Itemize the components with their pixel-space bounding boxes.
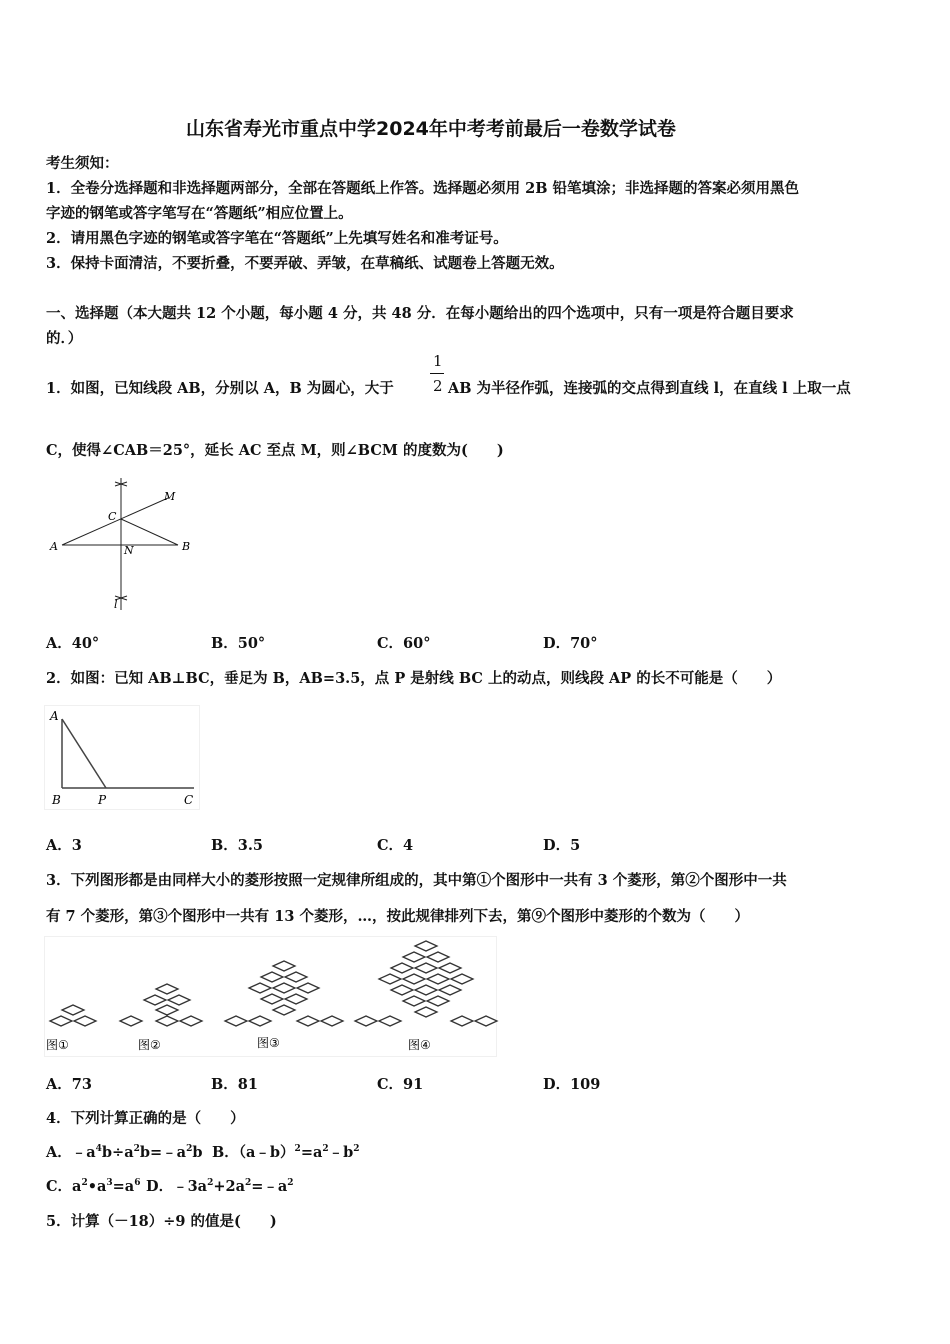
q2-option-a: A．3 bbox=[46, 837, 82, 854]
label-l: l bbox=[114, 598, 118, 611]
q1-option-c: C．60° bbox=[377, 635, 431, 652]
q1-text-part1: 1．如图，已知线段 AB，分别以 A，B 为圆心，大于 bbox=[46, 380, 394, 397]
rhombus bbox=[249, 1016, 271, 1026]
notice-line-1b: 字迹的钢笔或答字笔写在“答题纸”相应位置上。 bbox=[46, 205, 353, 222]
rhombus bbox=[156, 1016, 178, 1026]
rhombus bbox=[379, 1016, 401, 1026]
rhombus bbox=[415, 941, 437, 951]
notice-line-1a: 1．全卷分选择题和非选择题两部分，全部在答题纸上作答。选择题必须用 2B 铅笔填涂；非选择题的答案必须用黑色 bbox=[46, 180, 800, 197]
rhombus bbox=[261, 994, 283, 1004]
section-heading-line-1: 一、选择题（本大题共 12 个小题，每小题 4 分，共 48 分．在每小题给出的四个选项中，只有一项是符合题目要求 bbox=[46, 305, 794, 322]
rhombus bbox=[403, 996, 425, 1006]
rhombus bbox=[156, 1005, 178, 1015]
label-C: C bbox=[108, 510, 117, 523]
caption-fig4: 图④ bbox=[408, 1038, 431, 1052]
q1-fraction-bar bbox=[430, 373, 444, 374]
q3-option-b: B．81 bbox=[211, 1076, 258, 1093]
q5-text: 5．计算（－18）÷9 的值是( ) bbox=[46, 1213, 277, 1230]
rhombus bbox=[403, 974, 425, 984]
q3-figure bbox=[44, 936, 499, 1058]
label-B: B bbox=[52, 793, 61, 807]
rhombus bbox=[415, 963, 437, 973]
rhombus bbox=[144, 995, 166, 1005]
q4-option-b: B．$(a﹣b)^2=a^2﹣b^2$ bbox=[212, 1144, 360, 1161]
section-heading-line-2: 的．） bbox=[46, 330, 83, 347]
caption-fig2: 图② bbox=[138, 1038, 161, 1052]
caption-fig3: 图③ bbox=[257, 1036, 280, 1050]
q1-option-d: D．70° bbox=[543, 635, 598, 652]
rhombus bbox=[120, 1016, 142, 1026]
rhombus bbox=[415, 1007, 437, 1017]
label-A: A bbox=[50, 540, 58, 553]
rhombus bbox=[273, 1005, 295, 1015]
rhombus bbox=[439, 985, 461, 995]
rhombus bbox=[285, 994, 307, 1004]
q4-stem: 4．下列计算正确的是（ ） bbox=[46, 1110, 245, 1127]
rhombus bbox=[297, 1016, 319, 1026]
segment-AP bbox=[62, 719, 106, 788]
rhombus bbox=[261, 972, 283, 982]
rhombus bbox=[285, 972, 307, 982]
page-title: 山东省寿光市重点中学2024年中考考前最后一卷数学试卷 bbox=[186, 118, 676, 140]
q3-text-line2: 有 7 个菱形，第③个图形中一共有 13 个菱形，…，按此规律排列下去，第⑨个图形中菱形的个数为（ ） bbox=[46, 908, 749, 925]
q2-option-c: C．4 bbox=[377, 837, 414, 854]
rhombus bbox=[427, 974, 449, 984]
rhombus bbox=[439, 963, 461, 973]
rhombus bbox=[62, 1005, 84, 1015]
q3-option-c: C．91 bbox=[377, 1076, 424, 1093]
caption-fig1: 图① bbox=[46, 1038, 69, 1052]
q3-text-line1: 3．下列图形都是由同样大小的菱形按照一定规律所组成的，其中第①个图形中一共有 3 个菱形，第②个图形中一共 bbox=[46, 872, 787, 889]
rhombus bbox=[427, 952, 449, 962]
rhombus bbox=[403, 952, 425, 962]
rhombus bbox=[427, 996, 449, 1006]
rhombus bbox=[74, 1016, 96, 1026]
rhombus bbox=[249, 983, 271, 993]
rhombus bbox=[50, 1016, 72, 1026]
notice-line-3: 3．保持卡面清洁，不要折叠，不要弄破、弄皱，在草稿纸、试题卷上答题无效。 bbox=[46, 255, 564, 272]
notice-line-2: 2．请用黑色字迹的钢笔或答字笔在“答题纸”上先填写姓名和准考证号。 bbox=[46, 230, 508, 247]
q1-option-a: A．40° bbox=[46, 635, 100, 652]
q1-figure bbox=[40, 472, 210, 617]
rhombus bbox=[415, 985, 437, 995]
label-M: M bbox=[164, 490, 176, 503]
q1-fraction-denominator: 2 bbox=[433, 377, 443, 395]
q4-option-a: A．$﹣a^4b\div a^2b=﹣a^2b$ bbox=[46, 1144, 203, 1161]
q4-option-d: D．$﹣3a^2+2a^2=﹣a^2$ bbox=[146, 1178, 294, 1195]
label-P: P bbox=[98, 793, 107, 807]
rhombus bbox=[475, 1016, 497, 1026]
rhombus bbox=[391, 985, 413, 995]
segment-CB bbox=[121, 519, 178, 545]
q2-text: 2．如图：已知 AB⊥BC，垂足为 B，AB=3.5，点 P 是射线 BC 上的动点，则线段 AP 的长不可能是（ ） bbox=[46, 670, 782, 687]
q2-figure bbox=[44, 705, 204, 810]
rhombus bbox=[451, 974, 473, 984]
label-A: A bbox=[50, 709, 59, 723]
q2-option-d: D．5 bbox=[543, 837, 581, 854]
rhombus bbox=[273, 961, 295, 971]
figure-frame bbox=[45, 706, 200, 810]
notice-heading: 考生须知： bbox=[46, 155, 119, 172]
rhombus bbox=[321, 1016, 343, 1026]
rhombus bbox=[355, 1016, 377, 1026]
label-N: N bbox=[124, 544, 134, 557]
q2-option-b: B．3.5 bbox=[211, 837, 263, 854]
q1-fraction-numerator: 1 bbox=[433, 352, 443, 370]
q3-option-a: A．73 bbox=[46, 1076, 92, 1093]
rhombus bbox=[180, 1016, 202, 1026]
q1-text-line2: C，使得∠CAB＝25°，延长 AC 至点 M，则∠BCM 的度数为( ) bbox=[46, 442, 504, 459]
label-B: B bbox=[182, 540, 191, 553]
rhombus bbox=[391, 963, 413, 973]
q4-option-c: C．$a^2•a^3=a^6$ bbox=[46, 1178, 141, 1195]
rhombus bbox=[451, 1016, 473, 1026]
q1-text-part2: AB 为半径作弧，连接弧的交点得到直线 l，在直线 l 上取一点 bbox=[448, 380, 851, 397]
rhombus bbox=[156, 984, 178, 994]
rhombus bbox=[168, 995, 190, 1005]
rhombus bbox=[297, 983, 319, 993]
q1-option-b: B．50° bbox=[211, 635, 266, 652]
rhombus bbox=[379, 974, 401, 984]
label-C: C bbox=[184, 793, 194, 807]
q3-option-d: D．109 bbox=[543, 1076, 601, 1093]
rhombus bbox=[273, 983, 295, 993]
rhombus bbox=[225, 1016, 247, 1026]
